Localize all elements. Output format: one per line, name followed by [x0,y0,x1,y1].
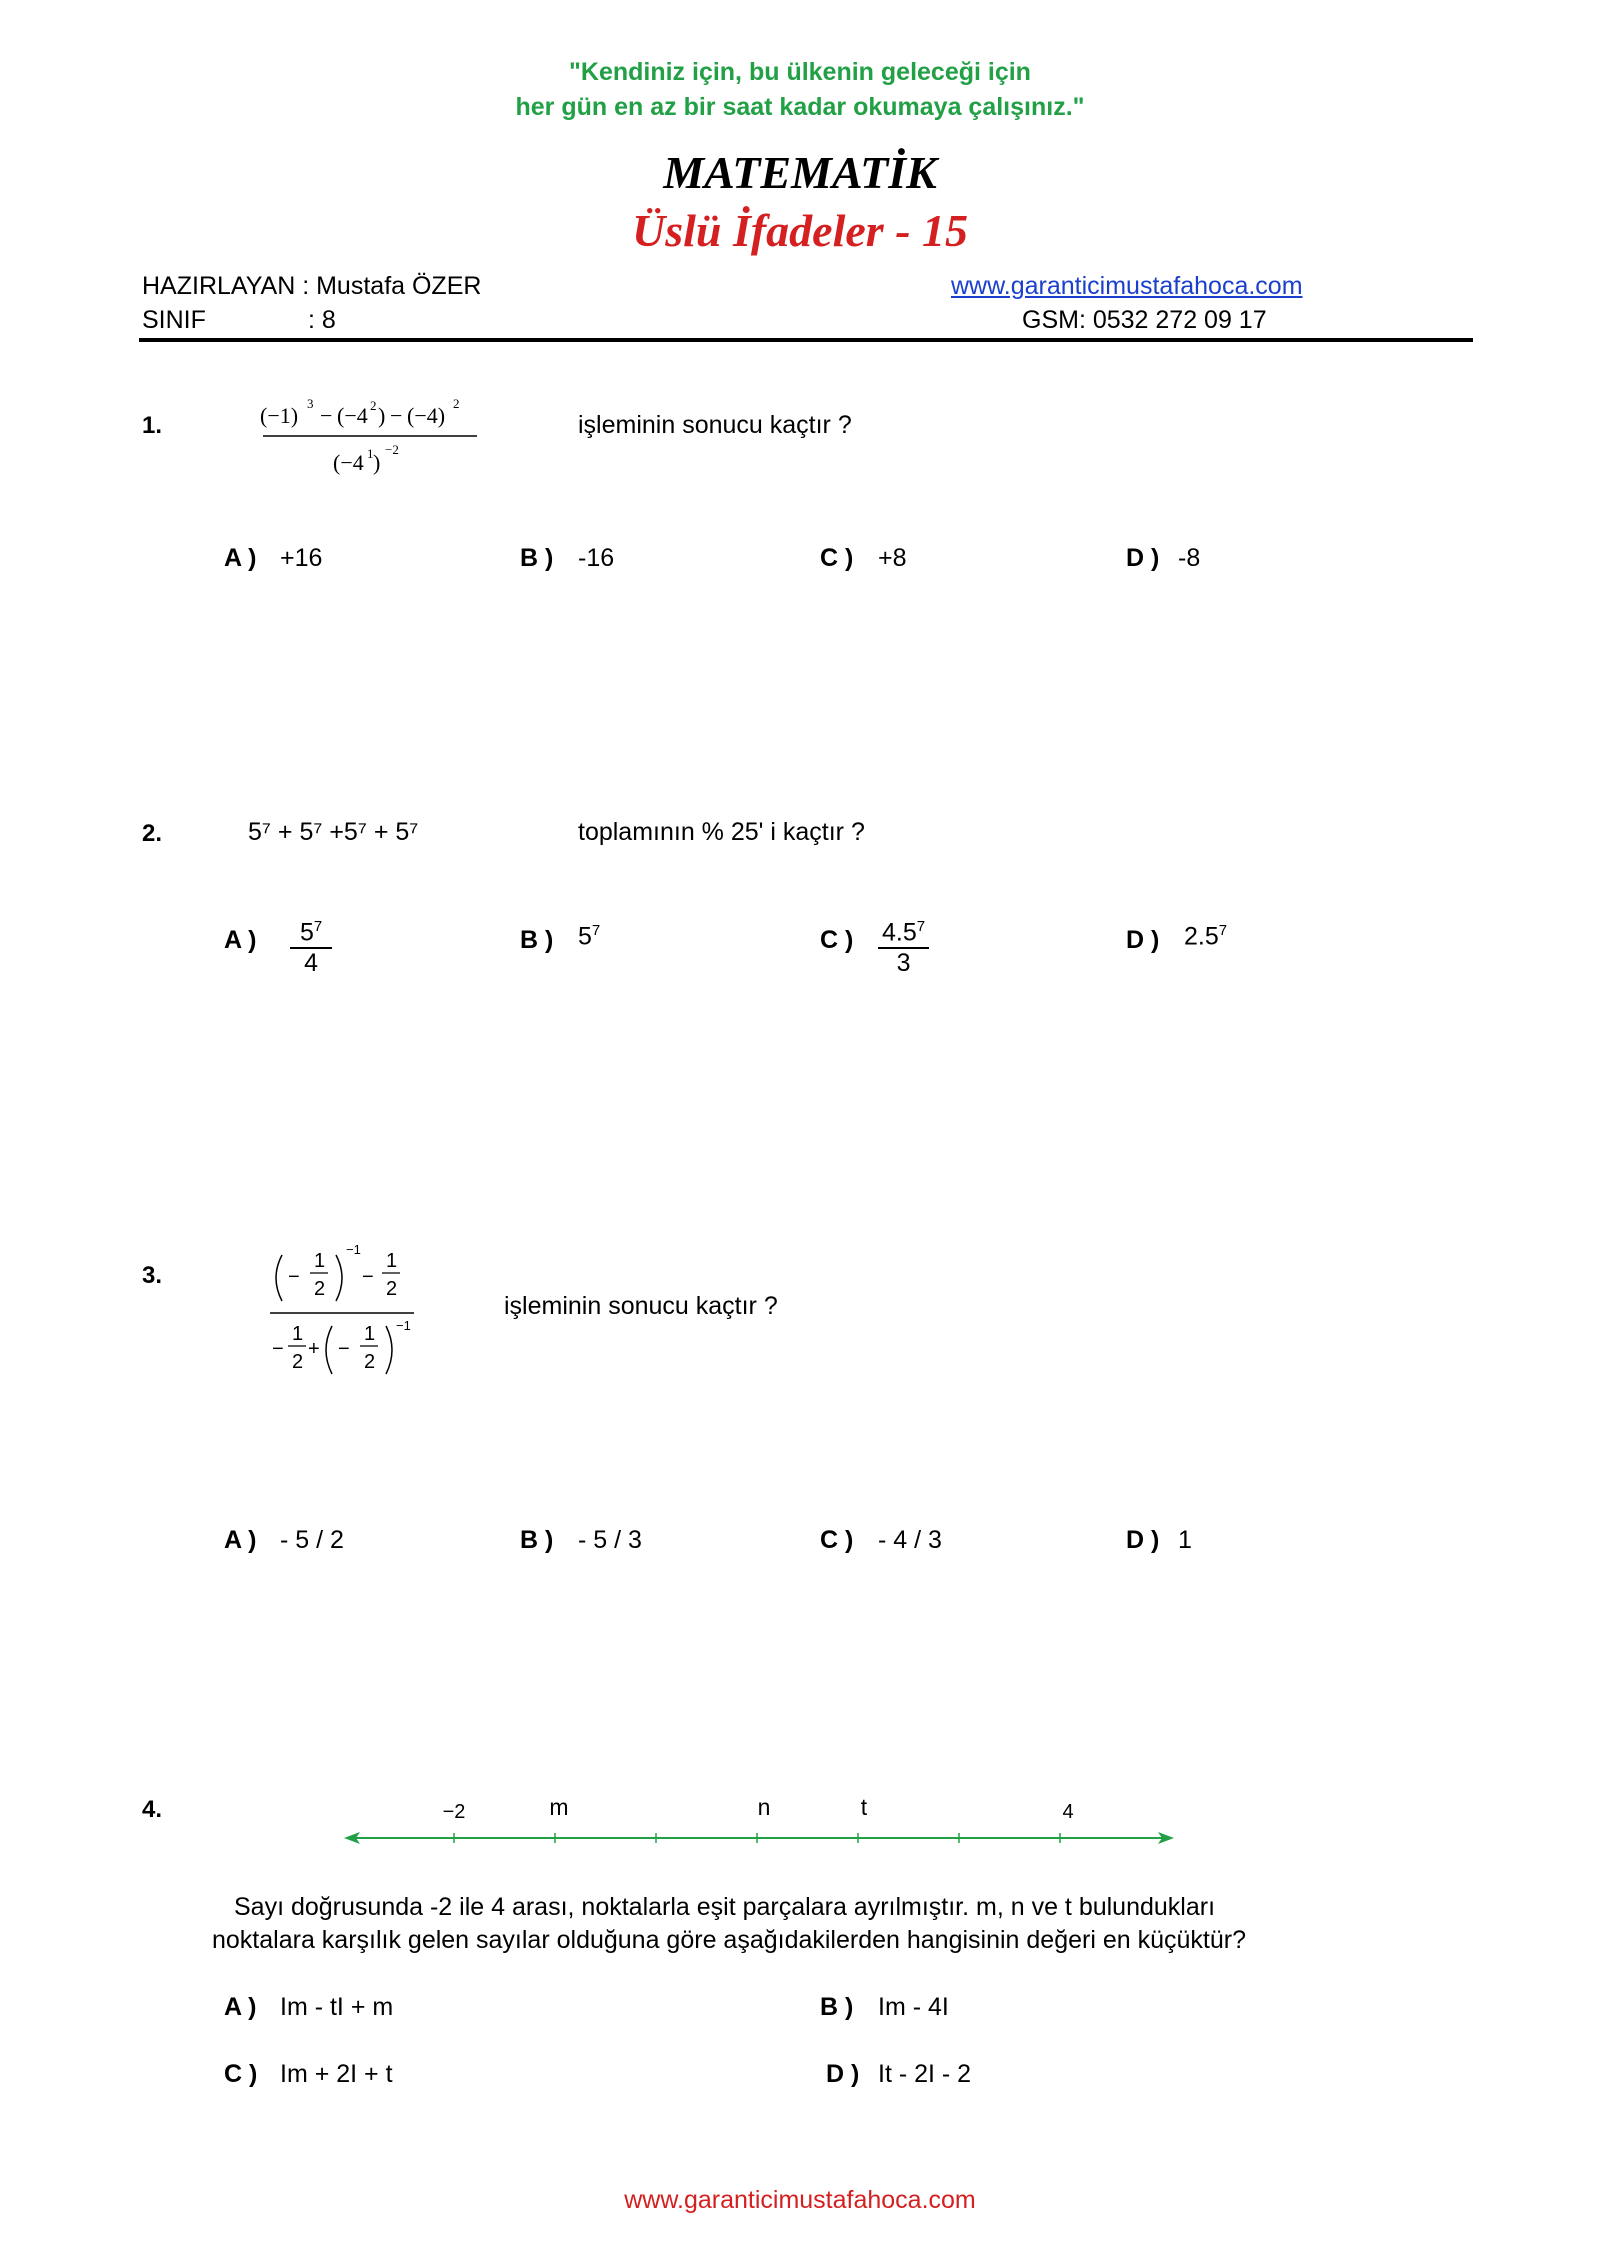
q3-option-d-letter[interactable]: D ) [1126,1526,1160,1554]
svg-text:2: 2 [292,1351,304,1373]
q2-option-b-letter[interactable]: B ) [520,926,554,954]
svg-text:1: 1 [367,446,374,461]
q4-option-d-value: It - 2I - 2 [878,2060,972,2088]
q2-d-exp: 7 [1218,922,1228,939]
q2-b-exp: 7 [591,922,601,939]
numberline-label-n: n [757,1794,771,1820]
svg-text:−: − [272,1338,284,1360]
q3-option-b-letter[interactable]: B ) [520,1526,554,1554]
q3-option-c-letter[interactable]: C ) [820,1526,854,1554]
q4-option-c-letter[interactable]: C ) [224,2060,258,2088]
question-4-number: 4. [142,1796,163,1823]
q3-option-b-value: - 5 / 3 [578,1526,642,1554]
footer-website[interactable]: www.garanticimustafahoca.com [624,2186,976,2214]
question-3-number: 3. [142,1262,163,1289]
svg-text:(−4: (−4 [337,403,368,428]
q4-option-b-letter[interactable]: B ) [820,1993,854,2021]
q2-option-c-value [878,918,929,978]
quote-line-1: "Kendiniz için, bu ülkenin geleceği için [569,58,1031,86]
page-title: MATEMATİK [663,147,937,198]
question-3-expression [262,1240,432,1390]
numberline-label-minus2: −2 [442,1801,466,1823]
q4-option-d-letter[interactable]: D ) [826,2060,860,2088]
question-1-text: işleminin sonucu kaçtır ? [578,411,852,439]
svg-text:3: 3 [307,396,314,411]
q2-c-den: 3 [896,949,911,978]
svg-text:): ) [373,450,381,475]
q2-c-num-exp: 7 [916,918,926,935]
svg-text:−: − [338,1338,350,1360]
q2-a-den: 4 [304,949,319,978]
q1-option-d-value: -8 [1178,544,1201,572]
q2-a-num-exp: 7 [313,918,323,935]
svg-text:2: 2 [364,1351,376,1373]
question-2-text: toplamının % 25' i kaçtır ? [578,818,865,846]
svg-text:1: 1 [292,1323,304,1345]
svg-text:−: − [288,1266,300,1288]
q2-option-b-value [578,922,600,951]
q4-option-b-value: Im - 4I [878,1993,949,2021]
svg-text:1: 1 [386,1250,398,1272]
q4-option-a-letter[interactable]: A ) [224,1993,257,2021]
q2-a-num: 5 [300,918,314,947]
svg-text:−1: −1 [346,1242,361,1257]
numberline-label-m: m [549,1794,569,1820]
q2-c-num: 4.5 [882,918,917,947]
website-link[interactable]: www.garanticimustafahoca.com [951,272,1303,300]
gsm-number: GSM: 0532 272 09 17 [1022,306,1267,334]
q1-option-b-value: -16 [578,544,615,572]
q3-option-d-value: 1 [1178,1526,1192,1554]
header-divider [139,338,1473,342]
q1-option-c-value: +8 [878,544,907,572]
q2-d-base: 2.5 [1184,922,1219,951]
q3-option-a-letter[interactable]: A ) [224,1526,257,1554]
page-subtitle: Üslü İfadeler - 15 [631,205,969,256]
svg-text:−2: −2 [385,442,399,457]
class-label: SINIF [142,306,206,334]
svg-text:(−4): (−4) [407,403,446,428]
question-3-text: işleminin sonucu kaçtır ? [504,1292,778,1320]
q2-option-a-value [290,918,332,978]
author-label: HAZIRLAYAN : Mustafa ÖZER [142,272,482,300]
svg-text:−1: −1 [396,1318,411,1333]
svg-text:1: 1 [364,1323,376,1345]
svg-text:2: 2 [370,398,377,413]
svg-text:(−1): (−1) [260,403,299,428]
q2-b-base: 5 [578,922,592,951]
q1-option-a-value: +16 [280,544,323,572]
q3-option-a-value: - 5 / 2 [280,1526,344,1554]
svg-text:2: 2 [314,1278,326,1300]
q2-option-d-letter[interactable]: D ) [1126,926,1160,954]
svg-text:+: + [308,1338,320,1360]
numberline-label-4: 4 [1062,1801,1074,1823]
number-line [340,1790,1180,1850]
q1-option-b-letter[interactable]: B ) [520,544,554,572]
q4-option-a-value: Im - tI + m [280,1993,394,2021]
svg-text:2: 2 [386,1278,398,1300]
question-2-expression: 5⁷ + 5⁷ +5⁷ + 5⁷ [248,818,419,846]
quote-line-2: her gün en az bir saat kadar okumaya çalışınız." [515,93,1085,121]
q1-option-c-letter[interactable]: C ) [820,544,854,572]
question-2-number: 2. [142,820,163,847]
q2-option-d-value [1184,922,1227,951]
svg-text:−: − [362,1266,374,1288]
svg-text:2: 2 [453,396,460,411]
q2-option-c-letter[interactable]: C ) [820,926,854,954]
q1-option-a-letter[interactable]: A ) [224,544,257,572]
svg-text:−: − [390,403,403,428]
svg-text:−: − [320,403,333,428]
q2-option-a-letter[interactable]: A ) [224,926,257,954]
class-value: : 8 [308,306,336,334]
q1-option-d-letter[interactable]: D ) [1126,544,1160,572]
q4-option-c-value: Im + 2I + t [280,2060,393,2088]
svg-text:(−4: (−4 [333,450,364,475]
question-1-expression [255,388,485,488]
numberline-label-t: t [860,1794,868,1820]
question-4-text-line-2: noktalara karşılık gelen sayılar olduğuna göre aşağıdakilerden hangisinin değeri en küçüktür? [212,1926,1246,1954]
q3-option-c-value: - 4 / 3 [878,1526,942,1554]
svg-text:1: 1 [314,1250,326,1272]
svg-text:): ) [378,403,386,428]
question-4-text-line-1: Sayı doğrusunda -2 ile 4 arası, noktalarla eşit parçalara ayrılmıştır. m, n ve t bulundukları [234,1893,1216,1921]
question-1-number: 1. [142,412,163,439]
